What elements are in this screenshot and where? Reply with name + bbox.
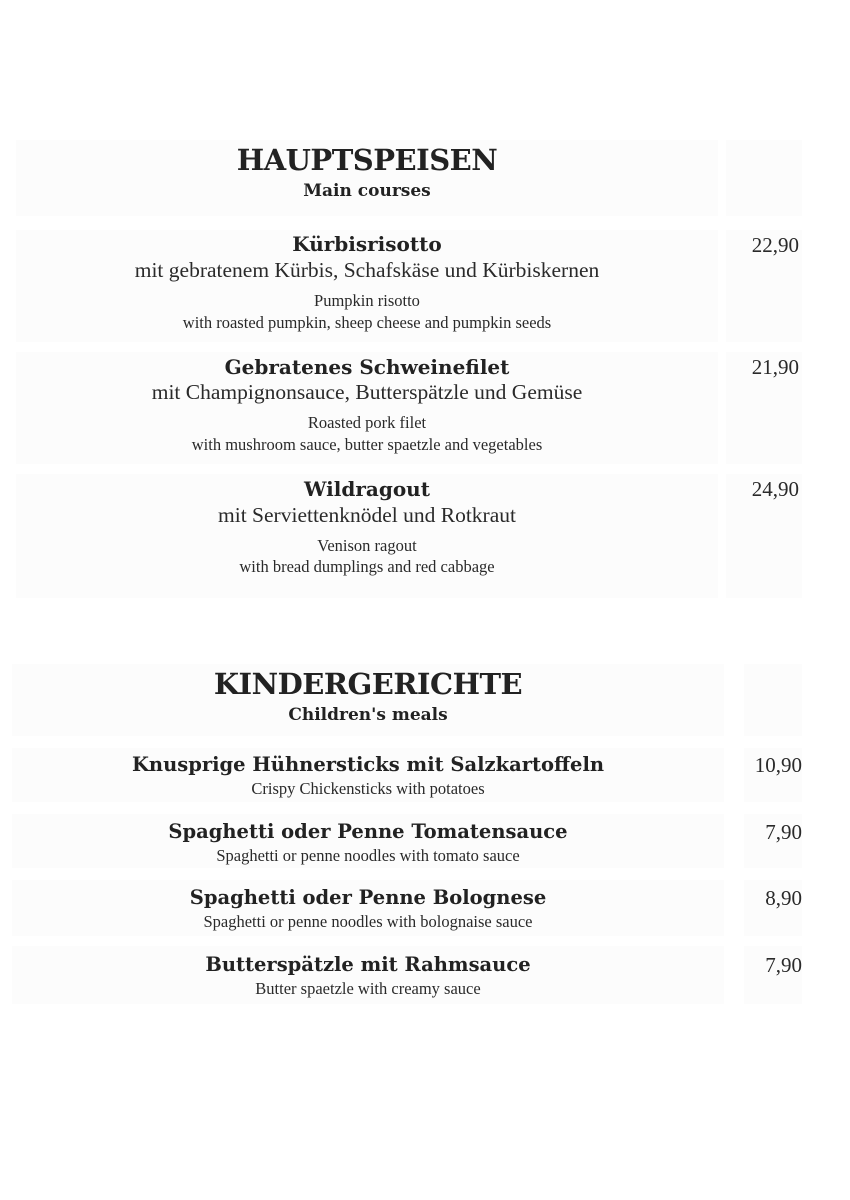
dish-description-en: with mushroom sauce, butter spaetzle and vegetables <box>191 435 543 454</box>
dish-description-de: mit gebratenem Kürbis, Schafskäse und Kürbiskernen <box>134 258 600 282</box>
kids-dish-name: Butterspätzle mit Rahmsauce <box>205 953 531 976</box>
section-title: HAUPTSPEISEN <box>236 143 498 177</box>
section-subtitle: Main courses <box>303 181 431 201</box>
dish-description-en: with bread dumplings and red cabbage <box>239 557 495 576</box>
section-subtitle: Children's meals <box>288 705 448 725</box>
dish-price: 22,90 <box>751 233 799 257</box>
kids-dish-description-en: Crispy Chickensticks with potatoes <box>251 779 485 798</box>
kids-dish-name: Knusprige Hühnersticks mit Salzkartoffeln <box>131 753 605 776</box>
dish-name: Wildragout <box>304 477 430 501</box>
dish-description-de: mit Serviettenknödel und Rotkraut <box>218 503 516 527</box>
kids-dish-price: 7,90 <box>765 953 802 977</box>
dish-price: 24,90 <box>751 477 799 501</box>
kids-dish-description-en: Spaghetti or penne noodles with bolognaise sauce <box>203 912 533 931</box>
kids-dish-price: 10,90 <box>754 753 802 777</box>
kids-header-price-cell <box>744 664 802 736</box>
kids-dish-price: 8,90 <box>765 886 802 910</box>
kids-dish-name: Spaghetti oder Penne Tomatensauce <box>168 820 568 843</box>
dish-name-en: Roasted pork filet <box>307 413 427 432</box>
section-title: KINDERGERICHTE <box>213 667 523 701</box>
dish-name: Kürbisrisotto <box>292 232 442 256</box>
dish-price: 21,90 <box>751 355 799 379</box>
dish-description-en: with roasted pumpkin, sheep cheese and pumpkin seeds <box>182 313 552 332</box>
kids-dish-description-en: Butter spaetzle with creamy sauce <box>255 979 481 998</box>
dish-name-en: Venison ragout <box>317 536 417 555</box>
kids-dish-price: 7,90 <box>765 820 802 844</box>
dish-description-de: mit Champignonsauce, Butterspätzle und Gemüse <box>151 380 583 404</box>
kids-dish-name: Spaghetti oder Penne Bolognese <box>189 886 547 909</box>
dish-name-en: Pumpkin risotto <box>314 291 420 310</box>
kids-dish-description-en: Spaghetti or penne noodles with tomato sauce <box>216 846 520 865</box>
main-header-price-cell <box>726 140 802 216</box>
dish-name: Gebratenes Schweinefilet <box>224 355 510 379</box>
